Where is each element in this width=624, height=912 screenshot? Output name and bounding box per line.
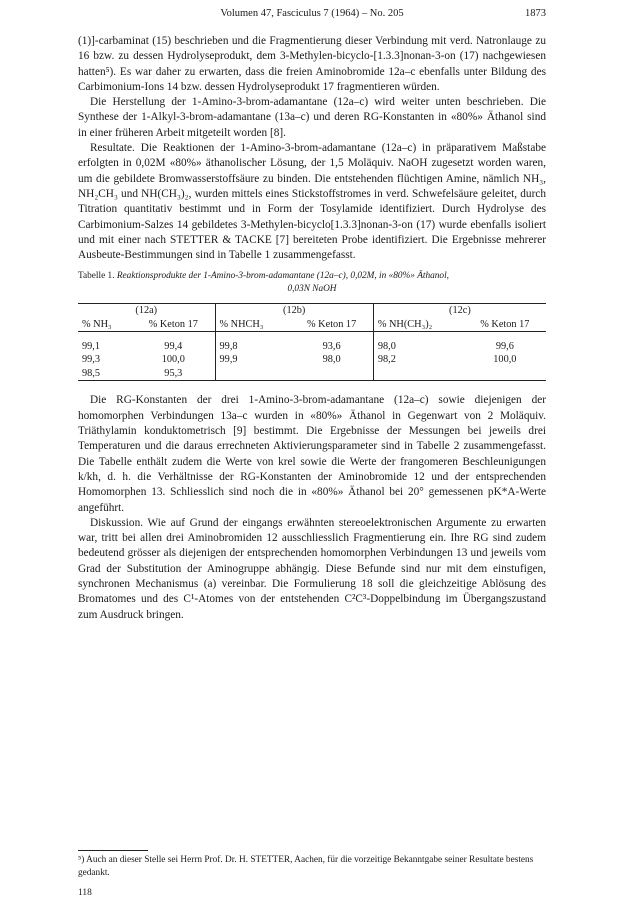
table-cell: 99,9 (215, 353, 290, 367)
table-row (78, 367, 546, 381)
table-cell: 99,4 (164, 340, 183, 352)
paragraph: Die Herstellung der 1-Amino-3-brom-adamantane (12a–c) wird weiter unten beschrieben. Die Synthese der 1-Alkyl-3-brom-adamantane (13a–c) und deren RG-Konstanten in «80%» Äthanol sind in einer früheren Arbeit mitgeteilt worden [8]. (78, 96, 546, 139)
table-cell: 99,1 (82, 340, 101, 352)
table-cell: 99,8 (215, 340, 290, 354)
article-body (78, 34, 546, 623)
table-group-header (78, 304, 546, 318)
table-row (78, 353, 546, 367)
footnote-rule (78, 850, 148, 851)
table-cell: 93,6 (322, 340, 341, 352)
table-cell: 95,3 (132, 367, 215, 381)
table-cell: 99,3 (82, 354, 101, 366)
column-header: % NHCH₃ (215, 318, 290, 332)
table-caption-title: Reaktionsprodukte der 1-Amino-3-brom-adamantane (12a–c), 0,02M, in «80%» Äthanol, (116, 271, 449, 282)
table-caption-subtitle: 0,03N NaOH (287, 283, 337, 294)
column-header: % Keton 17 (132, 318, 215, 332)
column-header: % Keton 17 (290, 318, 373, 332)
table-caption (78, 270, 546, 295)
column-header: % NH(CH₃)₂ (373, 318, 463, 332)
column-header: % Keton 17 (464, 318, 546, 332)
table-cell: 100,0 (161, 354, 185, 366)
table-cell (290, 367, 373, 381)
table-cell: 98,5 (78, 367, 132, 381)
table-cell: 98,2 (373, 353, 463, 367)
table-cell (373, 367, 463, 381)
footnote (78, 850, 546, 879)
paragraph: (1)]-carbaminat (15) beschrieben und die Fragmentierung dieser Verbindung mit verd. Natronlauge zu 16 bzw. zu dessen Hydrolyseprodukt, dem 3-Methylen-bicyclo-[1.3.3]nonan-3-on (17) nachgewiesen hatten⁵). Es war daher zu erwarten, dass die freien Aminobromide 12a–c ebenfalls unter Bildung des Carbimonium-Ions 14 bzw. dessen Hydrolyseprodukt 17 fragmentieren würden. (78, 35, 546, 93)
yield-table (78, 303, 546, 381)
column-header: % NH₃ (78, 318, 132, 332)
group-label: (12c) (373, 304, 546, 318)
footnote-text: ⁵) Auch an dieser Stelle sei Herrn Prof. Dr. H. STETTER, Aachen, für die vorzeitige Bekanntgabe seiner Resultate bestens gedankt. (78, 855, 534, 878)
table-cell: 98,0 (373, 340, 463, 354)
table-cell: 98,0 (322, 354, 341, 366)
folio-number: 118 (78, 888, 92, 898)
page-number: 1873 (525, 8, 546, 19)
group-label: (12a) (78, 304, 215, 318)
group-label: (12b) (215, 304, 373, 318)
table-cell (464, 367, 546, 381)
table-column-header (78, 318, 546, 332)
journal-volume-line: Volumen 47, Fasciculus 7 (1964) – No. 205 (220, 8, 404, 19)
table-cell: 99,6 (495, 340, 514, 352)
running-header (78, 8, 546, 22)
paragraph: Die RG-Konstanten der drei 1-Amino-3-brom-adamantane (12a–c) sowie diejenigen der homomorphen Verbindungen 13a–c wurden in «80%» Äthanol in Gegenwart von 2 Moläquiv. Triäthylamin konduktometrisch [9] bestimmt. Die Ergebnisse der Messungen bei jeweils drei Temperaturen und die daraus errechneten Aktivierungsparameter sind in Tabelle 2 zusammengefasst. Die Tabelle enthält zudem die Werte von krel sowie die Werte der frangomeren Beschleunigungen k/kh, d. h. die Verhältnisse der RG-Konstanten der Aminobromide 12 und der entsprechenden Homomorphen 13. Schliesslich sind noch die in «80%» Äthanol bei 20° gemessenen pK*A-Werte angeführt. (78, 394, 546, 514)
table-row (78, 340, 546, 354)
paragraph: Resultate. Die Reaktionen der 1-Amino-3-brom-adamantane (12a–c) in präparativem Maßstabe erfolgten in 0,02M «80%» äthanolischer Lösung, der 1,5 Moläquiv. NaOH zugesetzt worden waren, um die gebildete Bromwasserstoffsäure zu binden. Die entstehenden flüchtigen Amine, nämlich NH₃, NH₂CH₃ und NH(CH₃)₂, wurden mittels eines Stickstoffstromes in verd. Schwefelsäure geleitet, durch Titration quantitativ bestimmt und in Form der Tosylamide identifiziert. Durch Hydrolyse des Carbimonium-Salzes 14 gebildetes 3-Methylen-bicyclo[1.3.3]nonan-3-on (17) wurde ebenfalls isoliert und mit einer nach STETTER & TACKE [7] bereiteten Probe identifiziert. Die Ergebnisse mehrerer Ausbeute-Bestimmungen sind in Tabelle 1 zusammengefasst. (78, 142, 546, 262)
table-cell (215, 367, 290, 381)
paragraph: Diskussion. Wie auf Grund der eingangs erwähnten stereoelektronischen Argumente zu erwarten war, tritt bei allen drei Aminobromiden 12 ausschliesslich Fragmentierung ein. Ihre RG sind zudem bedeutend grösser als diejenigen der entsprechenden homomorphen Verbindungen 13 und jeweils vom Grad der Substitution der Aminogruppe abhängig. Diese Befunde sind nur mit dem einstufigen, synchronen Mechanismus (a) vereinbar. Die Formulierung 18 soll die gleichzeitige Ablösung des Bromatomes und des C¹-Atomes von der entstehenden C²C³-Doppelbindung im Übergangszustand zum Ausdruck bringen. (78, 516, 546, 621)
table-cell: 100,0 (493, 354, 517, 366)
table-caption-label: Tabelle 1. (78, 271, 115, 282)
